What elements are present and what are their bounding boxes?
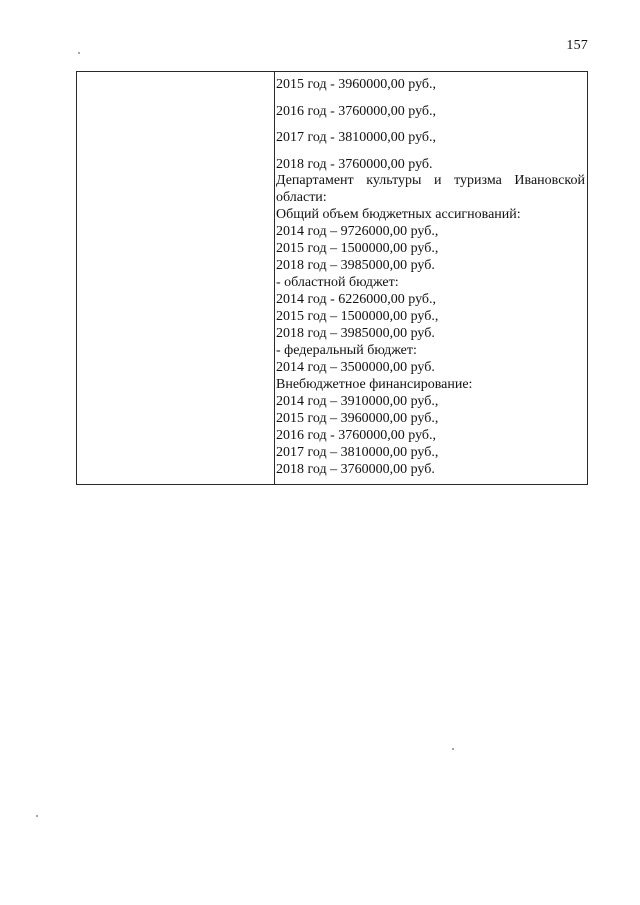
regional-line-2018: 2018 год – 3985000,00 руб. [276, 326, 435, 341]
funding-line-2016: 2016 год - 3760000,00 руб., [276, 104, 437, 119]
funding-line-2018: 2018 год - 3760000,00 руб. [276, 157, 433, 172]
regional-budget-heading: - областной бюджет: [276, 275, 399, 290]
budget-table [76, 71, 588, 485]
federal-line-2014: 2014 год – 3500000,00 руб. [276, 360, 435, 375]
extrabudgetary-line-2017: 2017 год – 3810000,00 руб., [276, 445, 439, 460]
table-cell-left-empty [77, 72, 275, 484]
regional-line-2015: 2015 год – 1500000,00 руб., [276, 309, 439, 324]
department-name-line1: Департамент культуры и туризма Ивановской [276, 173, 585, 188]
scan-speck [36, 815, 38, 817]
regional-line-2014: 2014 год - 6226000,00 руб., [276, 292, 437, 307]
extrabudgetary-heading: Внебюджетное финансирование: [276, 377, 473, 392]
extrabudgetary-line-2016: 2016 год - 3760000,00 руб., [276, 428, 437, 443]
department-name-line2: области: [276, 190, 327, 205]
scan-speck [452, 748, 454, 750]
extrabudgetary-line-2014: 2014 год – 3910000,00 руб., [276, 394, 439, 409]
extrabudgetary-line-2018: 2018 год – 3760000,00 руб. [276, 462, 435, 477]
funding-line-2017: 2017 год - 3810000,00 руб., [276, 130, 437, 145]
table-cell-funding-details [275, 72, 587, 484]
total-allocations-heading: Общий объем бюджетных ассигнований: [276, 207, 521, 222]
total-line-2014: 2014 год – 9726000,00 руб., [276, 224, 439, 239]
page-number: 157 [566, 38, 588, 53]
total-line-2018: 2018 год – 3985000,00 руб. [276, 258, 435, 273]
total-line-2015: 2015 год – 1500000,00 руб., [276, 241, 439, 256]
federal-budget-heading: - федеральный бюджет: [276, 343, 417, 358]
funding-line-2015: 2015 год - 3960000,00 руб., [276, 77, 437, 92]
extrabudgetary-line-2015: 2015 год – 3960000,00 руб., [276, 411, 439, 426]
scan-speck [78, 52, 80, 54]
